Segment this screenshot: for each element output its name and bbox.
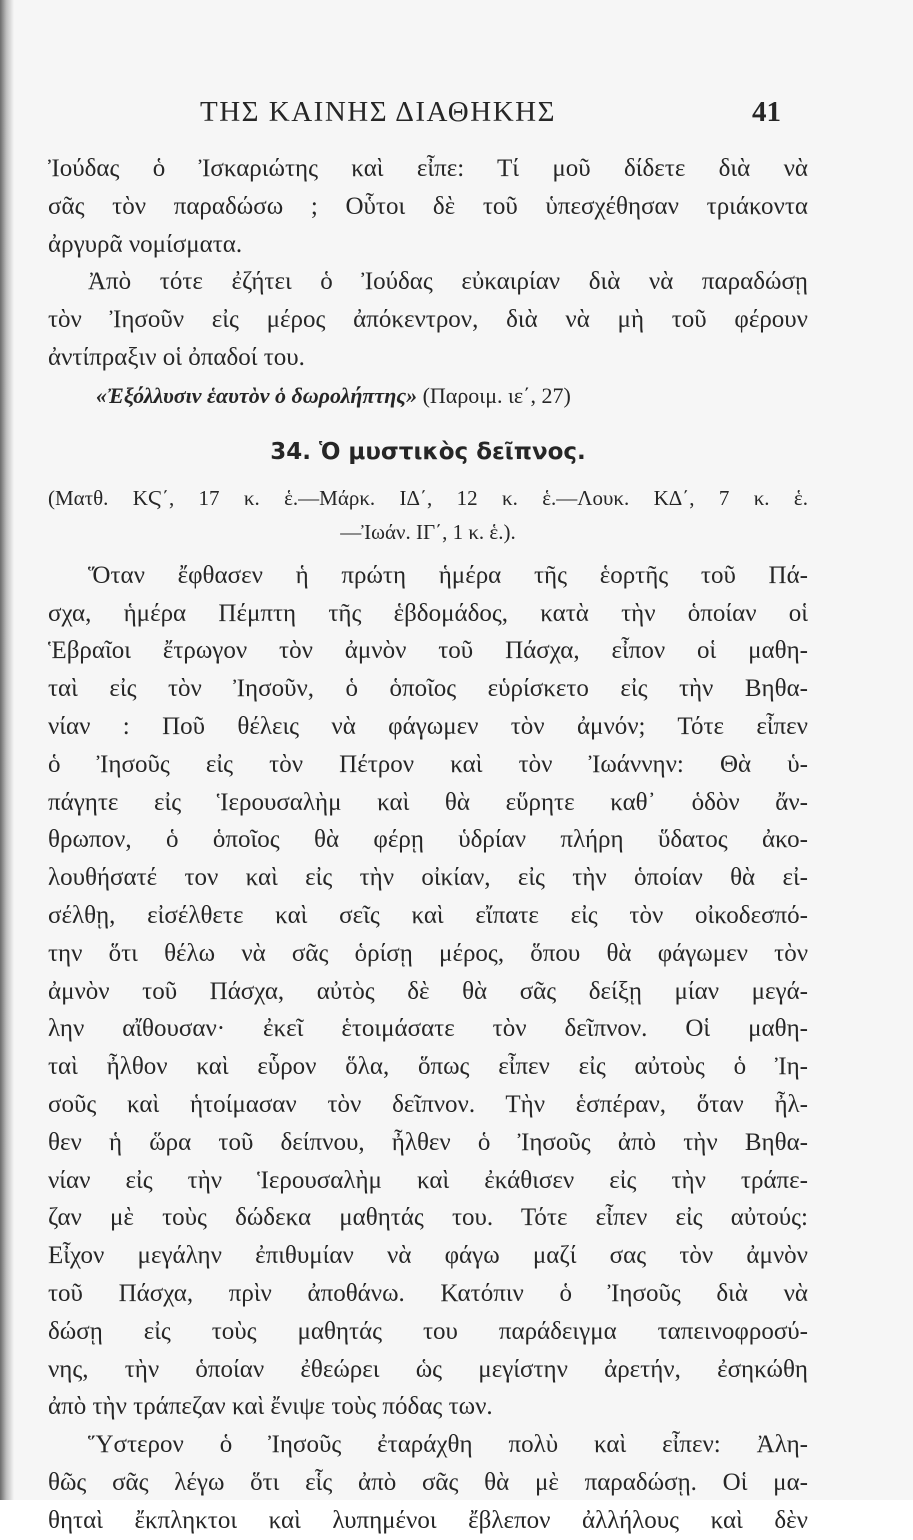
running-head-title: ΤΗΣ ΚΑΙΝΗΣ ΔΙΑΘΗΚΗΣ: [200, 96, 556, 128]
text-line: σχα, ἡμέρα Πέμπτη τῆς ἑβδομάδος, κατὰ τὴν ὁποίαν οἱ: [48, 599, 808, 627]
text-line: Ὅταν ἔφθασεν ἡ πρώτη ἡμέρα τῆς ἑορτῆς τοῦ Πά-: [88, 561, 808, 589]
text-line: θῶς σᾶς λέγω ὅτι εἷς ἀπὸ σᾶς θὰ μὲ παραδώσῃ. Οἱ μα-: [48, 1468, 808, 1496]
text-line: την ὅτι θέλω νὰ σᾶς ὁρίσῃ μέρος, ὅπου θὰ φάγωμεν τὸν: [48, 939, 808, 967]
text-line: σέλθῃ, εἰσέλθετε καὶ σεῖς καὶ εἴπατε εἰς τὸν οἰκοδεσπό-: [48, 901, 808, 929]
text-line: θεν ἡ ὥρα τοῦ δείπνου, ἦλθεν ὁ Ἰησοῦς ἀπὸ τὴν Βηθα-: [48, 1128, 808, 1156]
text-line: ὁ Ἰησοῦς εἰς τὸν Πέτρον καὶ τὸν Ἰωάννην: Θὰ ὑ-: [48, 750, 808, 778]
paragraph-3: [48, 557, 808, 1426]
text-line: λουθήσατέ τον καὶ εἰς τὴν οἰκίαν, εἰς τὴν ὁποίαν θὰ εἰ-: [48, 864, 808, 892]
page-body: [48, 150, 808, 1540]
text-line: Ἀπὸ τότε ἐζήτει ὁ Ἰούδας εὐκαιρίαν διὰ νὰ παραδώσῃ: [88, 268, 808, 296]
text-line: ταὶ εἰς τὸν Ἰησοῦν, ὁ ὁποῖος εὑρίσκετο εἰς τὴν Βηθα-: [48, 675, 808, 703]
text-line: νης, τὴν ὁποίαν ἐθεώρει ὡς μεγίστην ἀρετήν, ἐσηκώθη: [48, 1355, 808, 1383]
text-line: Εἶχον μεγάλην ἐπιθυμίαν νὰ φάγω μαζί σας τὸν ἀμνὸν: [48, 1242, 808, 1270]
paragraph-2: [48, 263, 808, 376]
text-line: τὸν Ἰησοῦν εἰς μέρος ἀπόκεντρον, διὰ νὰ μὴ τοῦ φέρουν: [48, 306, 808, 334]
text-line: Ὕστερον ὁ Ἰησοῦς ἐταράχθη πολὺ καὶ εἶπεν: Ἀλη-: [88, 1431, 808, 1459]
text-line: ἀντίπραξιν οἱ ὀπαδοί του.: [48, 343, 305, 371]
text-line: σᾶς τὸν παραδώσω ; Οὗτοι δὲ τοῦ ὑπεσχέθησαν τριάκοντα: [48, 192, 808, 220]
proverb-quote: [48, 377, 808, 415]
spacer: [48, 549, 808, 557]
quote-reference: (Παροιμ. ιε΄, 27): [422, 382, 571, 408]
text-line: λην αἴθουσαν· ἐκεῖ ἑτοιμάσατε τὸν δεῖπνον. Οἱ μαθη-: [48, 1015, 808, 1043]
text-line: πάγητε εἰς Ἱερουσαλὴμ καὶ θὰ εὕρητε καθ᾿ ὁδὸν ἄν-: [48, 788, 808, 816]
text-line: θρωπον, ὁ ὁποῖος θὰ φέρῃ ὑδρίαν πλήρη ὕδατος ἀκο-: [48, 826, 808, 854]
text-line: ἀργυρᾶ νομίσματα.: [48, 230, 243, 258]
running-head: [0, 92, 913, 136]
text-line: θηταὶ ἔκπληκτοι καὶ λυπημένοι ἔβλεπον ἀλλήλους καὶ δὲν: [48, 1506, 808, 1534]
scripture-references: (Ματθ. ΚϚ΄, 17 κ. ἑ.—Μάρκ. ΙΔ΄, 12 κ. ἑ.—Λουκ. ΚΔ΄, 7 κ. ἑ.: [48, 485, 808, 510]
paragraph-1: [48, 150, 808, 263]
paragraph-4: [48, 1426, 808, 1539]
text-line: δώσῃ εἰς τοὺς μαθητάς του παράδειγμα ταπεινοφροσύ-: [48, 1317, 808, 1345]
text-line: Ἑβραῖοι ἔτρωγον τὸν ἀμνὸν τοῦ Πάσχα, εἶπον οἱ μαθη-: [48, 637, 808, 665]
text-line: ἀπὸ τὴν τράπεζαν καὶ ἔνιψε τοὺς πόδας των.: [48, 1393, 493, 1421]
scripture-references-continued: —Ἰωάν. ΙΓ΄, 1 κ. ἑ.).: [340, 519, 516, 544]
text-line: ταὶ ἦλθον καὶ εὗρον ὅλα, ὅπως εἶπεν εἰς αὐτοὺς ὁ Ἰη-: [48, 1053, 808, 1081]
quote-text: «Ἐξόλλυσιν ἑαυτὸν ὁ δωρολήπτης»: [96, 382, 418, 408]
text-line: νίαν εἰς τὴν Ἱερουσαλὴμ καὶ ἐκάθισεν εἰς τὴν τράπε-: [48, 1166, 808, 1194]
text-line: ἀμνὸν τοῦ Πάσχα, αὐτὸς δὲ θὰ σᾶς δείξῃ μίαν μεγά-: [48, 977, 808, 1005]
page-binding-shadow: [0, 0, 14, 1500]
text-line: σοῦς καὶ ἡτοίμασαν τὸν δεῖπνον. Τὴν ἑσπέραν, ὅταν ἦλ-: [48, 1090, 808, 1118]
text-line: νίαν : Ποῦ θέλεις νὰ φάγωμεν τὸν ἀμνόν; Τότε εἶπεν: [48, 712, 808, 740]
text-line: Ἰούδας ὁ Ἰσκαριώτης καὶ εἶπε: Τί μοῦ δίδετε διὰ νὰ: [48, 155, 808, 182]
section-heading: 34. Ὁ μυστικὸς δεῖπνος.: [270, 438, 586, 465]
spacer: [48, 415, 808, 423]
text-line: τοῦ Πάσχα, πρὶν ἀποθάνω. Κατόπιν ὁ Ἰησοῦς διὰ νὰ: [48, 1279, 808, 1307]
page-number: 41: [752, 96, 781, 128]
text-line: ζαν μὲ τοὺς δώδεκα μαθητάς του. Τότε εἶπεν εἰς αὐτούς:: [48, 1204, 808, 1232]
